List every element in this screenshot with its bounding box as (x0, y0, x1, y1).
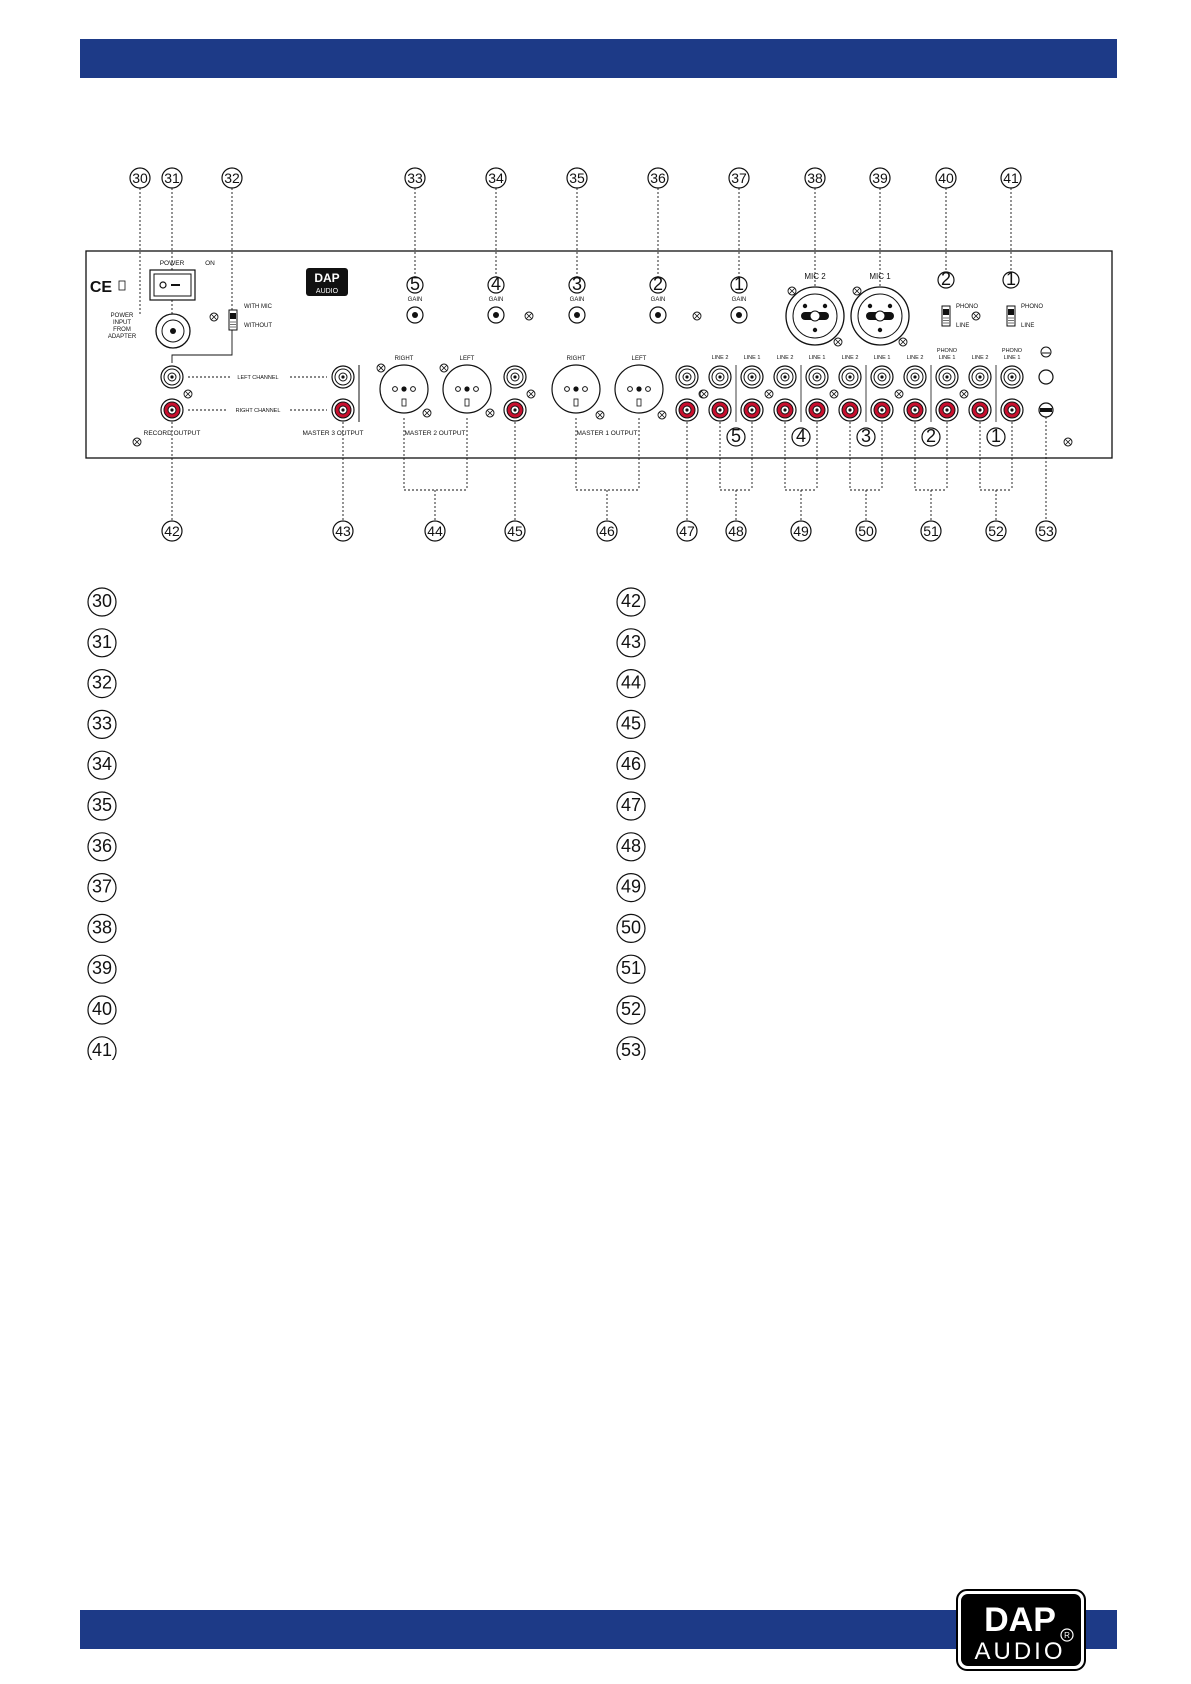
header-band (80, 39, 1117, 78)
legend-item-41 (88, 1037, 116, 1060)
mic1-combo-jack-center (875, 311, 885, 321)
group-1-badge-label: 1 (990, 426, 1002, 446)
gain-knob-2-shaft (655, 312, 661, 318)
group-5-line1-left (741, 366, 763, 388)
mic2-screw-b (834, 338, 842, 346)
output-45-top (504, 366, 526, 388)
legend-item-50 (617, 914, 645, 942)
legend-item-52 (617, 996, 645, 1024)
callout-42-label: 42 (164, 523, 180, 539)
legend-item-36 (88, 833, 116, 861)
mic1-combo-jack-pin3 (878, 328, 882, 332)
legend-item-36-label: 36 (91, 835, 113, 856)
ground-post-top (1039, 370, 1053, 384)
legend-item-42 (617, 588, 645, 616)
master2-left-xlr (443, 365, 491, 413)
phono-line-switch-2-knob (943, 309, 949, 315)
gain-knob-2 (650, 307, 666, 323)
gain-label: GAIN (488, 297, 504, 303)
callout-42 (162, 521, 182, 541)
group-1-phono-line1-label: LINE 1 (1003, 355, 1021, 361)
group-2-badge-label: 2 (925, 426, 937, 446)
mic1-label: MIC 1 (869, 272, 891, 281)
gain-knob-5-shaft (412, 312, 418, 318)
group-4-line2-right-pin (783, 408, 786, 411)
record-output-right (161, 399, 183, 421)
phono-channel-1-label: 1 (1005, 269, 1017, 289)
group-5-line1-right (741, 399, 763, 421)
legend-item-37-label: 37 (91, 876, 113, 897)
master2-left-xlr-pin2 (474, 387, 479, 392)
callout-35 (567, 168, 587, 188)
mic1-combo-jack-pin2 (888, 304, 892, 308)
phono-line-switch-1-knob (1008, 309, 1014, 315)
legend-item-34 (88, 751, 116, 779)
legend-item-41-label: 41 (91, 1039, 113, 1060)
logo-bottom-text: AUDIO (974, 1638, 1066, 1665)
master2-left-xlr-latch (465, 399, 469, 406)
on-label: ON (205, 260, 215, 267)
callout-32-label: 32 (224, 170, 240, 186)
callout-31 (162, 168, 182, 188)
legend-list (0, 580, 1191, 1060)
legend-item-39 (88, 955, 116, 983)
callout-34-label: 34 (488, 170, 504, 186)
group-1-line1-left-pin (1010, 375, 1013, 378)
group-2-line1-left-pin (945, 375, 948, 378)
master3-right-jack-pin (341, 408, 344, 411)
legend-item-48-label: 48 (620, 835, 642, 856)
right-channel-label: RIGHT CHANNEL (235, 408, 281, 414)
mic1-combo-jack-pin1 (868, 304, 872, 308)
legend-item-45 (617, 710, 645, 738)
legend-item-33 (88, 710, 116, 738)
callout-48 (726, 521, 746, 541)
master1-output-label: MASTER 1 OUTPUT (576, 430, 638, 437)
mic2-combo-jack-center (810, 311, 820, 321)
dap-audio-logo (956, 1589, 1086, 1671)
legend-item-38 (88, 914, 116, 942)
callout-49-label: 49 (793, 523, 809, 539)
group-3-line1-right (871, 399, 893, 421)
master1-right-label: RIGHT (566, 356, 586, 362)
master2-left-xlr-pin1 (456, 387, 461, 392)
callout-36-label: 36 (650, 170, 666, 186)
group-1-line2-right (969, 399, 991, 421)
group-1-line2-left-pin (978, 375, 981, 378)
legend-item-44-label: 44 (620, 672, 642, 693)
callout-37-label: 37 (731, 170, 747, 186)
power-input-label: INPUT (113, 320, 131, 326)
jack-47-bottom-pin (685, 408, 688, 411)
panel-screw-left (133, 438, 141, 446)
callout-30 (130, 168, 150, 188)
registered-mark: R (1064, 1631, 1070, 1640)
power-input-label: POWER (110, 313, 134, 319)
legend-item-51-label: 51 (620, 958, 642, 979)
record-output-left (161, 366, 183, 388)
legend-item-53 (617, 1037, 645, 1060)
gain-channel-3-label: 3 (571, 274, 583, 294)
master1-right-xlr (552, 365, 600, 413)
power-input-label: FROM (113, 327, 131, 333)
mic-mode-switch-knob (230, 313, 236, 319)
master1-left-xlr-pin3 (636, 386, 641, 391)
legend-item-51 (617, 955, 645, 983)
group-5-line2-right (709, 399, 731, 421)
gain-knob-3-shaft (574, 312, 580, 318)
phono-label: PHONO (1021, 304, 1044, 310)
legend-item-33-label: 33 (91, 713, 113, 734)
mic2-label: MIC 2 (804, 272, 826, 281)
output-45-bottom-pin (513, 408, 516, 411)
gain-knob-3 (569, 307, 585, 323)
group-4-line1-right (806, 399, 828, 421)
record-screw (184, 390, 192, 398)
group-5-line2-label: LINE 2 (711, 355, 729, 361)
jack-47-bottom (676, 399, 698, 421)
group-4-line2-label: LINE 2 (776, 355, 794, 361)
master3-output-label: MASTER 3 OUTPUT (302, 430, 364, 437)
callout-51-label: 51 (923, 523, 939, 539)
callout-40 (936, 168, 956, 188)
gain-label: GAIN (569, 297, 585, 303)
group-1-line1-left (1001, 366, 1023, 388)
gain-screw-0 (525, 312, 533, 320)
output-45-bottom (504, 399, 526, 421)
master3-left-jack-pin (341, 375, 344, 378)
group-3-badge-label: 3 (860, 426, 872, 446)
m2-screw-b (423, 409, 431, 417)
callout-38-label: 38 (807, 170, 823, 186)
group-4-screw (765, 390, 773, 398)
record-output-right-pin (170, 408, 173, 411)
master2-right-xlr (380, 365, 428, 413)
gain-knob-4 (488, 307, 504, 323)
group-5-line2-left (709, 366, 731, 388)
legend-item-53-label: 53 (620, 1039, 642, 1060)
callout-35-label: 35 (569, 170, 585, 186)
gain-knob-5 (407, 307, 423, 323)
mic-mode-switch (229, 310, 237, 330)
legend-item-40 (88, 996, 116, 1024)
callout-49 (791, 521, 811, 541)
group-2-line2-label: LINE 2 (906, 355, 924, 361)
group-5-badge-label: 5 (730, 426, 742, 446)
callout-31-label: 31 (164, 170, 180, 186)
power-label: POWER (159, 260, 185, 267)
master2-right-xlr-latch (402, 399, 406, 406)
callout-52-label: 52 (988, 523, 1004, 539)
ce-mark: CE (89, 279, 113, 296)
logo-top-text: DAP (984, 1601, 1056, 1639)
group-1-line2-label: LINE 2 (971, 355, 989, 361)
legend-item-34-label: 34 (91, 754, 113, 775)
master1-left-xlr-latch (637, 399, 641, 406)
legend-item-44 (617, 670, 645, 698)
group-2-line1-left (936, 366, 958, 388)
master2-right-xlr-pin1 (393, 387, 398, 392)
callout-36 (648, 168, 668, 188)
group-3-line1-left-pin (880, 375, 883, 378)
ground-symbol-ring (1041, 347, 1051, 357)
master1-left-label: LEFT (631, 356, 647, 362)
callout-46 (597, 521, 617, 541)
m2-screw-d (486, 409, 494, 417)
legend-item-30-label: 30 (91, 591, 113, 611)
gain-label: GAIN (407, 297, 423, 303)
legend-item-46-label: 46 (620, 754, 642, 775)
left-channel-label: LEFT CHANNEL (237, 375, 279, 381)
record-output-left-pin (170, 375, 173, 378)
legend-item-47-label: 47 (620, 795, 642, 815)
callout-41 (1001, 168, 1021, 188)
power-input-label: ADAPTER (107, 334, 137, 340)
m2-screw-a (377, 364, 385, 372)
m1-screw-a (596, 411, 604, 419)
group-3-screw (830, 390, 838, 398)
phono-channel-2-label: 2 (940, 269, 952, 289)
callout-46-label: 46 (599, 523, 615, 539)
group-5-line2-right-pin (718, 408, 721, 411)
rear-panel-diagram (0, 150, 1191, 550)
panel-screw-right (1064, 438, 1072, 446)
group-3-line1-right-pin (880, 408, 883, 411)
callout-53-label: 53 (1038, 523, 1054, 539)
master1-left-xlr-pin2 (646, 387, 651, 392)
gain-channel-2-label: 2 (652, 274, 664, 294)
legend-item-49 (617, 874, 645, 902)
group-1-line1-right (1001, 399, 1023, 421)
mic1-screw-b (899, 338, 907, 346)
gain-channel-1-label: 1 (733, 274, 745, 294)
jack-47-top-pin (685, 375, 688, 378)
legend-item-52-label: 52 (620, 999, 642, 1019)
jack-47-top (676, 366, 698, 388)
legend-item-48 (617, 833, 645, 861)
gain-screw-1 (693, 312, 701, 320)
legend-item-40-label: 40 (91, 999, 113, 1019)
group-5-line1-label: LINE 1 (743, 355, 761, 361)
rear-panel-outline (86, 251, 1112, 458)
group-4-badge-label: 4 (795, 426, 807, 446)
callout-53 (1036, 521, 1056, 541)
ground-clamp (1040, 408, 1052, 412)
callout-45 (505, 521, 525, 541)
mic1-combo-jack (851, 287, 909, 345)
gain-channel-4-label: 4 (490, 274, 502, 294)
group-2-line1-right-pin (945, 408, 948, 411)
callout-43-label: 43 (335, 523, 351, 539)
mic2-combo-jack-pin3 (813, 328, 817, 332)
callout-47 (677, 521, 697, 541)
group-5-line1-left-pin (750, 375, 753, 378)
screw-45 (527, 390, 535, 398)
master1-left-xlr-pin1 (628, 387, 633, 392)
legend-item-32 (88, 670, 116, 698)
legend-item-35-label: 35 (91, 795, 113, 815)
legend-item-35 (88, 792, 116, 820)
m1-screw-b (658, 411, 666, 419)
group-4-line2-left (774, 366, 796, 388)
callout-44-label: 44 (427, 523, 443, 539)
group-1-line1-right-pin (1010, 408, 1013, 411)
group-3-line2-left (839, 366, 861, 388)
legend-item-30 (88, 588, 116, 616)
group-4-line1-left-pin (815, 375, 818, 378)
callout-40-label: 40 (938, 170, 954, 186)
callout-39 (870, 168, 890, 188)
mic1-screw-a (853, 287, 861, 295)
legend-item-37 (88, 874, 116, 902)
group-2-line2-right (904, 399, 926, 421)
group-4-line1-left (806, 366, 828, 388)
group-2-phono-line1-label: PHONO (936, 348, 958, 354)
master3-left-jack (332, 366, 354, 388)
legend-item-43-label: 43 (620, 631, 642, 652)
gain-label: GAIN (731, 297, 747, 303)
group-3-line2-left-pin (848, 375, 851, 378)
callout-32 (222, 168, 242, 188)
group-4-line1-label: LINE 1 (808, 355, 826, 361)
mic2-combo-jack-pin2 (823, 304, 827, 308)
group-4-line1-right-pin (815, 408, 818, 411)
legend-item-47 (617, 792, 645, 820)
legend-item-45-label: 45 (620, 713, 642, 734)
callout-33-label: 33 (407, 170, 423, 186)
master2-right-label: RIGHT (394, 356, 414, 362)
with-mic-label: WITH MIC (244, 304, 272, 310)
legend-item-38-label: 38 (91, 917, 113, 938)
group-3-line1-left (871, 366, 893, 388)
callout-44 (425, 521, 445, 541)
mic2-combo-jack (786, 287, 844, 345)
legend-item-46 (617, 751, 645, 779)
record-output-label: RECORD OUTPUT (143, 430, 201, 437)
callout-45-label: 45 (507, 523, 523, 539)
gain-knob-4-shaft (493, 312, 499, 318)
group-2-phono-line1-label: LINE 1 (938, 355, 956, 361)
legend-item-42-label: 42 (620, 591, 642, 611)
group-3-line2-right-pin (848, 408, 851, 411)
group-2-line2-right-pin (913, 408, 916, 411)
master1-right-xlr-pin3 (573, 386, 578, 391)
callout-38 (805, 168, 825, 188)
callout-51 (921, 521, 941, 541)
master2-right-xlr-pin2 (411, 387, 416, 392)
group-2-line1-right (936, 399, 958, 421)
master2-left-xlr-pin3 (464, 386, 469, 391)
gain-label: GAIN (650, 297, 666, 303)
legend-item-39-label: 39 (91, 958, 113, 979)
phono-label: PHONO (956, 304, 979, 310)
callout-50 (856, 521, 876, 541)
group-5-line1-right-pin (750, 408, 753, 411)
master1-right-xlr-latch (574, 399, 578, 406)
legend-item-50-label: 50 (620, 917, 642, 938)
callout-47-label: 47 (679, 523, 695, 539)
line-label: LINE (956, 323, 970, 329)
callout-41-label: 41 (1003, 170, 1019, 186)
line-label: LINE (1021, 323, 1035, 329)
group-1-screw (960, 390, 968, 398)
without-label: WITHOUT (244, 323, 272, 329)
legend-item-31-label: 31 (91, 631, 113, 652)
callout-37 (729, 168, 749, 188)
group-2-line2-left (904, 366, 926, 388)
master1-right-xlr-pin2 (583, 387, 588, 392)
mic2-combo-jack-pin1 (803, 304, 807, 308)
group-2-line2-left-pin (913, 375, 916, 378)
callout-48-label: 48 (728, 523, 744, 539)
group-3-line2-label: LINE 2 (841, 355, 859, 361)
master1-right-xlr-pin1 (565, 387, 570, 392)
master3-right-jack (332, 399, 354, 421)
gain-channel-5-label: 5 (409, 274, 421, 294)
mic2-screw-a (788, 287, 796, 295)
group-1-line2-left (969, 366, 991, 388)
legend-item-49-label: 49 (620, 876, 642, 897)
callout-39-label: 39 (872, 170, 888, 186)
group-5-screw (700, 390, 708, 398)
phono-line-switch-2 (942, 306, 950, 326)
callout-33 (405, 168, 425, 188)
phono-line-switch-1 (1007, 306, 1015, 326)
callout-50-label: 50 (858, 523, 874, 539)
legend-item-31 (88, 629, 116, 657)
phono-screw (972, 312, 980, 320)
group-4-line2-left-pin (783, 375, 786, 378)
gain-knob-1-shaft (736, 312, 742, 318)
callout-52 (986, 521, 1006, 541)
screw-mic-switch (210, 313, 218, 321)
panel-logo-top: DAP (314, 271, 340, 285)
legend-item-32-label: 32 (91, 672, 113, 693)
master2-right-xlr-pin3 (401, 386, 406, 391)
master1-left-xlr (615, 365, 663, 413)
group-2-screw (895, 390, 903, 398)
panel-logo-bottom: AUDIO (315, 288, 339, 295)
group-1-phono-line1-label: PHONO (1001, 348, 1023, 354)
group-1-line2-right-pin (978, 408, 981, 411)
legend-item-43 (617, 629, 645, 657)
m2-screw-c (440, 364, 448, 372)
output-45-top-pin (513, 375, 516, 378)
callout-34 (486, 168, 506, 188)
group-3-line1-label: LINE 1 (873, 355, 891, 361)
power-input-pin (170, 328, 176, 334)
master2-left-label: LEFT (459, 356, 475, 362)
gain-knob-1 (731, 307, 747, 323)
group-3-line2-right (839, 399, 861, 421)
group-4-line2-right (774, 399, 796, 421)
callout-43 (333, 521, 353, 541)
master2-output-label: MASTER 2 OUTPUT (404, 430, 466, 437)
callout-30-label: 30 (132, 170, 148, 186)
group-5-line2-left-pin (718, 375, 721, 378)
